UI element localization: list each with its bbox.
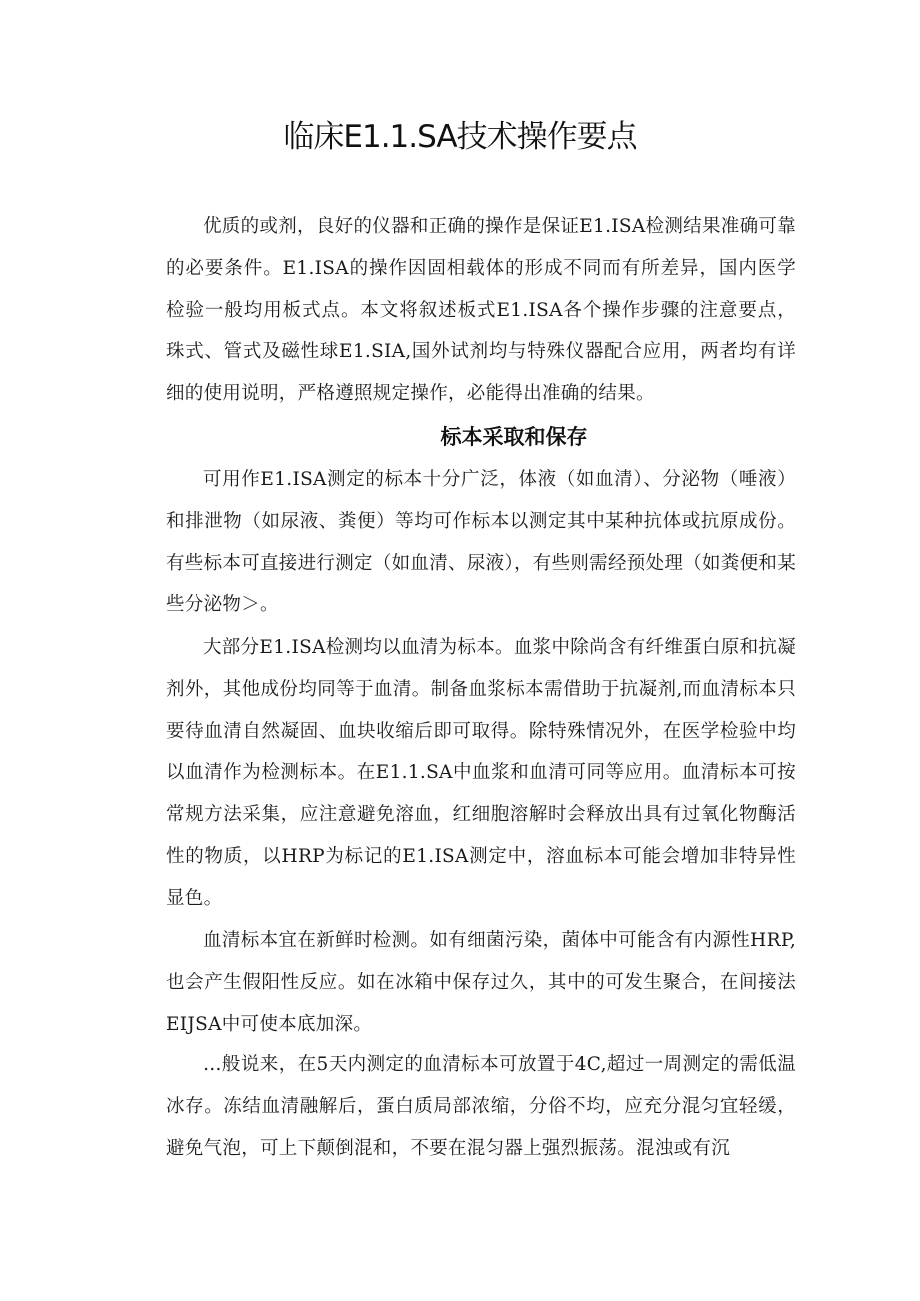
page-title: 临床E1.1.SA技术操作要点 [283,119,637,155]
section-heading: 标本采取和保存 [440,425,588,449]
intro-paragraph: 优质的或剂，良好的仪器和正确的操作是保证E1.ISA检测结果准确可靠的必要条件。E1.ISA的操作因固相载体的形成不同而有所差异，国内医学检验一般均用板式点。本文将叙述板式E1.ISA各个操作步骤的注意要点，珠式、管式及磁性球E1.SIA,国外试剂均与特殊仪器配合应用，两者均有详细的使用说明，严格遵照规定操作，必能得出准确的结果。 [166,216,796,405]
body-paragraph: 可用作E1.ISA测定的标本十分广泛，体液（如血清）、分泌物（唾液）和排泄物（如尿液、粪便）等均可作标本以测定其中某种抗体或抗原成份。有些标本可直接进行测定（如血清、尿液），有些则需经预处理（如粪便和某些分泌物＞。 [166,469,796,616]
body-paragraph: 大部分E1.ISA检测均以血清为标本。血浆中除尚含有纤维蛋白原和抗凝剂外，其他成份均同等于血清。制备血浆标本需借助于抗凝剂,而血清标本只要待血清自然凝固、血块收缩后即可取得。除特殊情况外，在医学检验中均以血清作为检测标本。在E1.1.SA中血浆和血清可同等应用。血清标本可按常规方法采集，应注意避免溶血，红细胞溶解时会释放出具有过氧化物酶活性的物质，以HRP为标记的E1.ISA测定中，溶血标本可能会增加非特异性显色。 [166,637,796,909]
body-paragraph: …般说来，在5天内测定的血清标本可放置于4C,超过一周测定的需低温冰存。冻结血清融解后，蛋白质局部浓缩，分俗不均，应充分混匀宜轻缓，避免气泡，可上下颠倒混和，不要在混匀器上强烈振荡。混浊或有沉 [166,1054,796,1159]
body-paragraph: 血清标本宜在新鲜时检测。如有细菌污染，菌体中可能含有内源性HRP,也会产生假阳性反应。如在冰箱中保存过久，其中的可发生聚合，在间接法EIJSA中可使本底加深。 [166,930,796,1035]
